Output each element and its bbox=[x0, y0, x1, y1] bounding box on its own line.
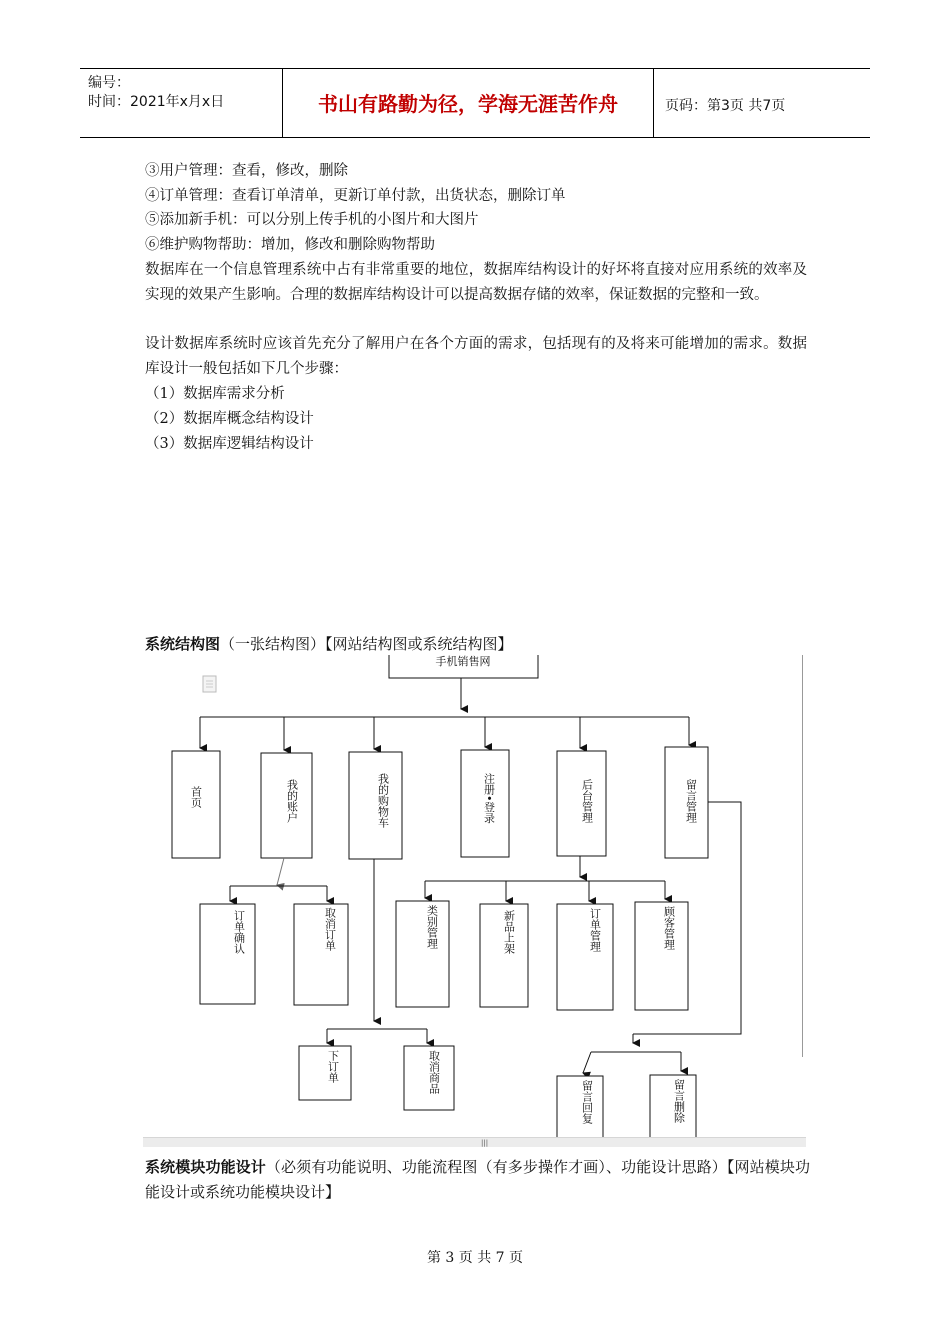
list-item: ⑤添加新手机：可以分别上传手机的小图片和大图片 bbox=[145, 212, 479, 228]
node-message-admin bbox=[665, 747, 708, 858]
header-info-cell bbox=[80, 69, 283, 137]
page-header bbox=[80, 68, 870, 138]
node-home bbox=[172, 751, 220, 858]
list-item: ③用户管理：查看，修改，删除 bbox=[145, 163, 348, 179]
number-label: 编号： bbox=[88, 75, 130, 91]
node-new-product-label: 新品上架 bbox=[502, 910, 516, 954]
root-node bbox=[389, 655, 538, 678]
node-backend-admin-label: 后台管理 bbox=[580, 779, 594, 823]
node-home-label: 首页 bbox=[189, 786, 203, 808]
structure-heading-bold: 系统结构图 bbox=[145, 635, 221, 653]
page-footer: 第 3 页 共 7 页 bbox=[426, 1250, 524, 1266]
node-category-admin-label: 类别管理 bbox=[425, 905, 439, 949]
node-customer-admin-label: 顾客管理 bbox=[662, 906, 676, 950]
node-cancel-product bbox=[404, 1046, 454, 1110]
node-order-admin bbox=[557, 904, 613, 1010]
node-my-account bbox=[261, 753, 312, 858]
node-cancel-order bbox=[294, 904, 348, 1005]
node-my-cart-label: 我的购物车 bbox=[376, 773, 390, 828]
motto: 书山有路勤为径，学海无涯苦作舟 bbox=[283, 69, 654, 137]
node-register-login-label: 注册•登录 bbox=[482, 773, 496, 824]
node-message-reply-label: 留言回复 bbox=[580, 1080, 594, 1124]
paragraph: 数据库在一个信息管理系统中占有非常重要的地位，数据库结构设计的好坏将直接对应用系统的效率及实现的效果产生影响。合理的数据库结构设计可以提高数据存储的效率，保证数据的完整和一致。 bbox=[145, 262, 807, 303]
list-item: ⑥维护购物帮助：增加，修改和删除购物帮助 bbox=[145, 237, 435, 253]
paragraph: 设计数据库系统时应该首先充分了解用户在各个方面的需求，包括现有的及将来可能增加的需求。数据库设计一般包括如下几个步骤： bbox=[145, 336, 807, 377]
structure-heading-rest: （一张结构图）【网站结构图或系统结构图】 bbox=[220, 635, 513, 653]
page-info: 页码：第3页 共7页 bbox=[665, 98, 786, 114]
node-new-product bbox=[480, 904, 528, 1007]
node-message-delete-label: 留言删除 bbox=[672, 1079, 686, 1123]
node-backend-admin bbox=[557, 751, 606, 856]
frame-edge bbox=[802, 655, 803, 1057]
step-item: （1）数据库需求分析 bbox=[145, 386, 285, 402]
node-order-admin-label: 订单管理 bbox=[588, 908, 602, 952]
scrollbar-grip-icon[interactable]: ||| bbox=[481, 1139, 489, 1147]
node-customer-admin bbox=[635, 902, 688, 1010]
step-item: （2）数据库概念结构设计 bbox=[145, 411, 314, 427]
time-label: 时间：2021年x月x日 bbox=[88, 94, 225, 110]
node-place-order bbox=[299, 1046, 351, 1100]
node-category-admin bbox=[396, 901, 449, 1007]
module-heading-bold: 系统模块功能设计 bbox=[145, 1158, 266, 1176]
node-order-confirm bbox=[200, 904, 255, 1004]
module-heading-rest: （必须有功能说明、功能流程图（有多步操作才画）、功能设计思路）【网站模块功能设计或系统功能模块设计】 bbox=[145, 1158, 810, 1201]
node-cancel-order-label: 取消订单 bbox=[323, 907, 337, 951]
node-cancel-product-label: 取消商品 bbox=[427, 1050, 441, 1094]
node-place-order-label: 下订单 bbox=[326, 1050, 340, 1083]
system-structure-diagram bbox=[143, 655, 808, 1147]
module-heading bbox=[145, 1155, 810, 1205]
root-label: 手机销售网 bbox=[435, 655, 491, 668]
node-message-admin-label: 留言管理 bbox=[684, 779, 698, 823]
node-register-login bbox=[461, 750, 509, 857]
node-my-cart bbox=[349, 752, 402, 859]
node-order-confirm-label: 订单确认 bbox=[232, 910, 246, 954]
node-my-account-label: 我的账户 bbox=[285, 779, 299, 823]
list-item: ④订单管理：查看订单清单，更新订单付款，出货状态，删除订单 bbox=[145, 188, 566, 204]
step-item: （3）数据库逻辑结构设计 bbox=[145, 436, 314, 452]
document-icon bbox=[203, 676, 216, 692]
structure-heading bbox=[145, 633, 513, 654]
horizontal-scrollbar[interactable] bbox=[143, 1137, 806, 1147]
